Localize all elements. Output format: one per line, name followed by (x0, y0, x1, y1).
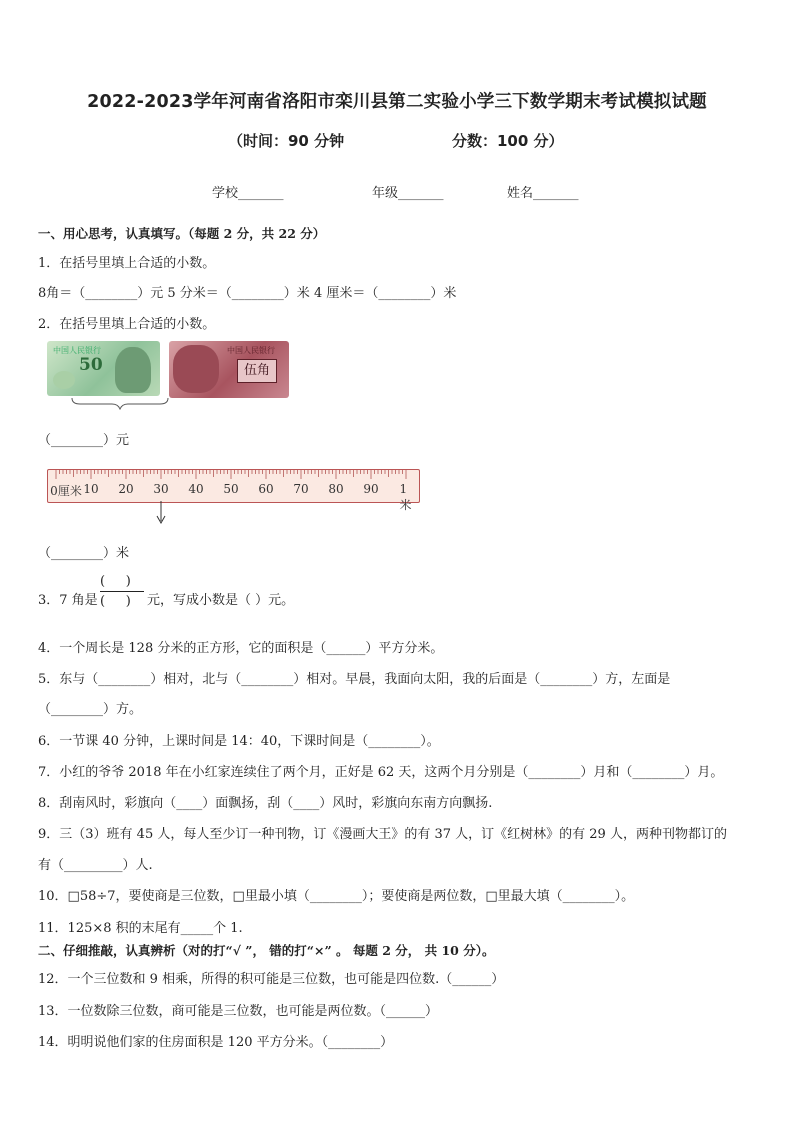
question-9-line-1: 9．三（3）班有 45 人，每人至少订一种刊物，订《漫画大王》的有 37 人，订《红树林》的有 29 人，两种刊物都订的 (38, 827, 727, 842)
fraction-blank: ( ) ( ) (100, 574, 144, 609)
question-7: 7．小红的爷爷 2018 年在小红家连续住了两个月，正好是 62 天，这两个月分别是（________）月和（________）月。 (38, 765, 724, 780)
ruler-label: 60 (258, 482, 274, 496)
meter-ruler-image (47, 469, 420, 512)
banknote-value-2: 伍角 (237, 359, 277, 383)
ruler-label: 10 (83, 482, 99, 496)
exam-time: （时间：90 分钟 (228, 132, 345, 150)
school-field: 学校_______ (212, 186, 284, 201)
ruler-label: 50 (223, 482, 239, 496)
page-title: 2022-2023学年河南省洛阳市栾川县第二实验小学三下数学期末考试模拟试题 (87, 92, 707, 112)
question-14: 14．明明说他们家的住房面积是 120 平方分米。（________） (38, 1035, 394, 1050)
question-3-start: 3．7 角是 (38, 593, 98, 608)
question-2-money-blank: （________）元 (38, 433, 130, 448)
section-1-heading: 一、用心思考，认真填写。（每题 2 分，共 22 分） (38, 226, 326, 241)
ruler-label: 40 (188, 482, 204, 496)
question-6: 6．一节课 40 分钟，上课时间是 14：40，下课时间是（________）。 (38, 734, 440, 749)
down-arrow-icon (155, 501, 167, 525)
question-1-blanks: 8角＝（________）元 5 分米＝（________）米 4 厘米＝（________）米 (38, 286, 457, 301)
name-field: 姓名_______ (507, 186, 579, 201)
brace-icon (70, 396, 170, 410)
question-13: 13．一位数除三位数，商可能是三位数，也可能是两位数。（______） (38, 1004, 439, 1019)
question-2-ruler-blank: （________）米 (38, 546, 130, 561)
ruler-label: 70 (293, 482, 309, 496)
question-3-end: 元，写成小数是（ ）元。 (147, 593, 295, 608)
five-jiao-banknote-image: 中国人民银行 伍角 (169, 341, 289, 398)
ruler-label: 30 (153, 482, 169, 496)
ruler-label: 90 (363, 482, 379, 496)
banknote-value: 50 (79, 355, 103, 375)
question-10: 10．□58÷7，要使商是三位数，□里最小填（________）；要使商是两位数，□里最大填（________）。 (38, 889, 635, 904)
ruler-label: 1米 (399, 482, 412, 512)
question-8: 8．刮南风时，彩旗向（____）面飘扬，刮（____）风时，彩旗向东南方向飘扬. (38, 796, 493, 811)
section-2-heading: 二、仔细推敲，认真辨析（对的打“√ ”， 错的打“×” 。 每题 2 分， 共 10 分）。 (38, 943, 495, 958)
ruler-label: 0厘米 (50, 484, 82, 498)
question-5-line-2: （________）方。 (38, 702, 143, 717)
question-1: 1．在括号里填上合适的小数。 (38, 256, 216, 271)
fifty-yuan-banknote-image: 中国人民银行 50 (47, 341, 160, 396)
question-11: 11．125×8 积的末尾有_____个 1. (38, 921, 243, 936)
question-2: 2．在括号里填上合适的小数。 (38, 317, 216, 332)
question-4: 4．一个周长是 128 分米的正方形，它的面积是（______）平方分米。 (38, 641, 444, 656)
exam-score: 分数：100 分） (452, 132, 564, 150)
question-5-line-1: 5．东与（________）相对，北与（________）相对。早晨，我面向太阳，我的后面是（________）方，左面是 (38, 672, 671, 687)
question-9-line-2: 有（_________）人. (38, 858, 153, 873)
ruler-label: 20 (118, 482, 134, 496)
question-12: 12．一个三位数和 9 相乘，所得的积可能是三位数，也可能是四位数.（______） (38, 972, 505, 987)
ruler-label: 80 (328, 482, 344, 496)
grade-field: 年级_______ (372, 186, 444, 201)
